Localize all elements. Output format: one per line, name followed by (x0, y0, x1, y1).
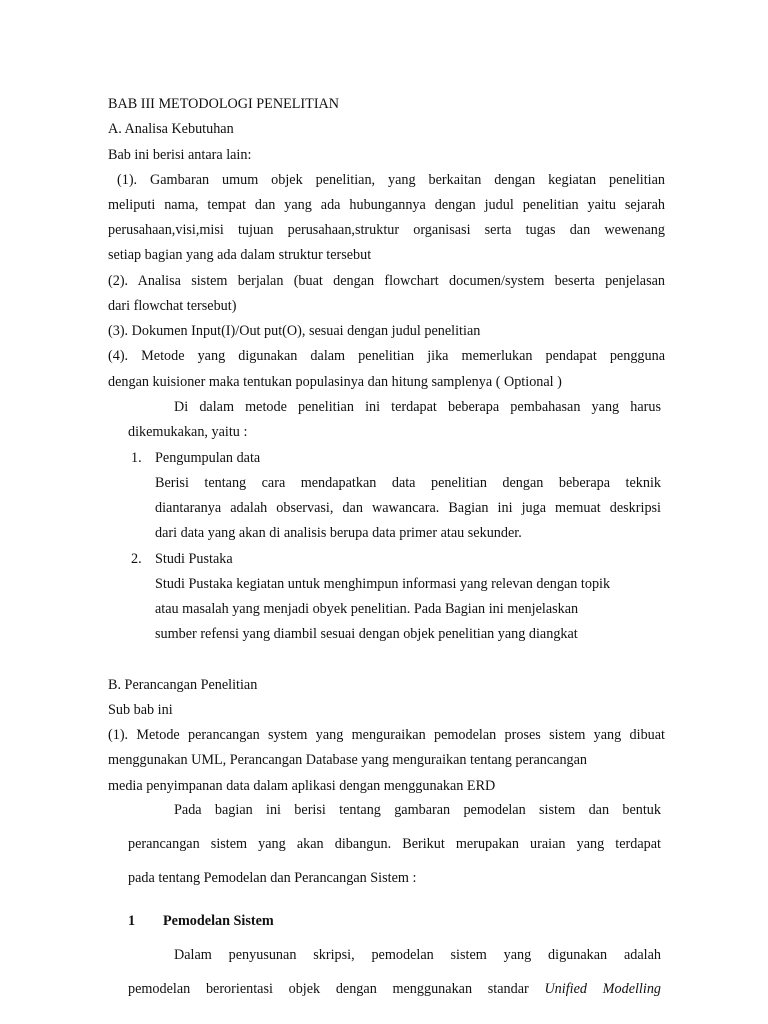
section-b-sub: Sub bab ini (108, 702, 173, 718)
list-item-line: atau masalah yang menjadi obyek penelitian. Pada Bagian ini menjelaskan (155, 601, 579, 617)
item2-line: (2). Analisa sistem berjalan (buat dengan flowchart documen/system beserta penjelasan (108, 273, 665, 289)
b-paragraph-line: pada tentang Pemodelan dan Perancangan Sistem : (128, 870, 417, 886)
section-a-intro: Bab ini berisi antara lain: (108, 147, 252, 163)
list-item-line: sumber refensi yang diambil sesuai dengan objek penelitian yang diangkat (155, 626, 578, 642)
list-number: 1. (131, 450, 142, 466)
item1-line: meliputi nama, tempat dan yang ada hubungannya dengan judul penelitian yaitu sejarah (108, 197, 665, 213)
item1-line: perusahaan,visi,misi tujuan perusahaan,struktur organisasi serta tugas dan wewenang (108, 222, 665, 238)
section-a-heading: A. Analisa Kebutuhan (108, 121, 234, 137)
list-item-title: Pengumpulan data (155, 450, 261, 466)
b-paragraph-line: Pada bagian ini berisi tentang gambaran pemodelan sistem dan bentuk (174, 802, 661, 818)
list-item-title: Studi Pustaka (155, 551, 233, 567)
subsection-title: Pemodelan Sistem (163, 913, 274, 929)
b-item1-line: media penyimpanan data dalam aplikasi dengan menggunakan ERD (108, 778, 496, 794)
subsection-line: Dalam penyusunan skripsi, pemodelan sistem yang digunakan adalah (174, 947, 661, 963)
chapter-title: BAB III METODOLOGI PENELITIAN (108, 96, 340, 112)
b-item1-line: (1). Metode perancangan system yang menguraikan pemodelan proses sistem yang dibuat (108, 727, 665, 743)
item1-line: (1). Gambaran umum objek penelitian, yang berkaitan dengan kegiatan penelitian (117, 172, 665, 188)
list-number: 2. (131, 551, 142, 567)
item4-line: dengan kuisioner maka tentukan populasinya dan hitung samplenya ( Optional ) (108, 374, 562, 390)
item2-line: dari flowchat tersebut) (108, 298, 237, 314)
b-item1-line: menggunakan UML, Perancangan Database yang menguraikan tentang perancangan (108, 752, 588, 768)
subsection-number: 1 (128, 913, 136, 929)
item4-line: (4). Metode yang digunakan dalam penelitian jika memerlukan pendapat pengguna (108, 348, 665, 364)
section-b-heading: B. Perancangan Penelitian (108, 677, 258, 693)
subsection-last-line-italic: Unified Modelling (544, 981, 662, 997)
b-paragraph-line: perancangan sistem yang akan dibangun. Berikut merupakan uraian yang terdapat (128, 836, 661, 852)
method-paragraph-line: Di dalam metode penelitian ini terdapat beberapa pembahasan yang harus (174, 399, 661, 415)
list-item-line: Studi Pustaka kegiatan untuk menghimpun informasi yang relevan dengan topik (155, 576, 611, 592)
item3-line: (3). Dokumen Input(I)/Out put(O), sesuai dengan judul penelitian (108, 323, 481, 339)
item1-line: setiap bagian yang ada dalam struktur tersebut (108, 247, 372, 263)
list-item-line: dari data yang akan di analisis berupa data primer atau sekunder. (155, 525, 522, 541)
method-paragraph-line: dikemukakan, yaitu : (128, 424, 248, 440)
list-item-line: diantaranya adalah observasi, dan wawancara. Bagian ini juga memuat deskripsi (155, 500, 661, 516)
list-item-line: Berisi tentang cara mendapatkan data penelitian dengan beberapa teknik (155, 475, 661, 491)
subsection-last-line-plain: pemodelan berorientasi objek dengan menggunakan standar (128, 981, 529, 997)
subsection-last-line (128, 982, 661, 996)
